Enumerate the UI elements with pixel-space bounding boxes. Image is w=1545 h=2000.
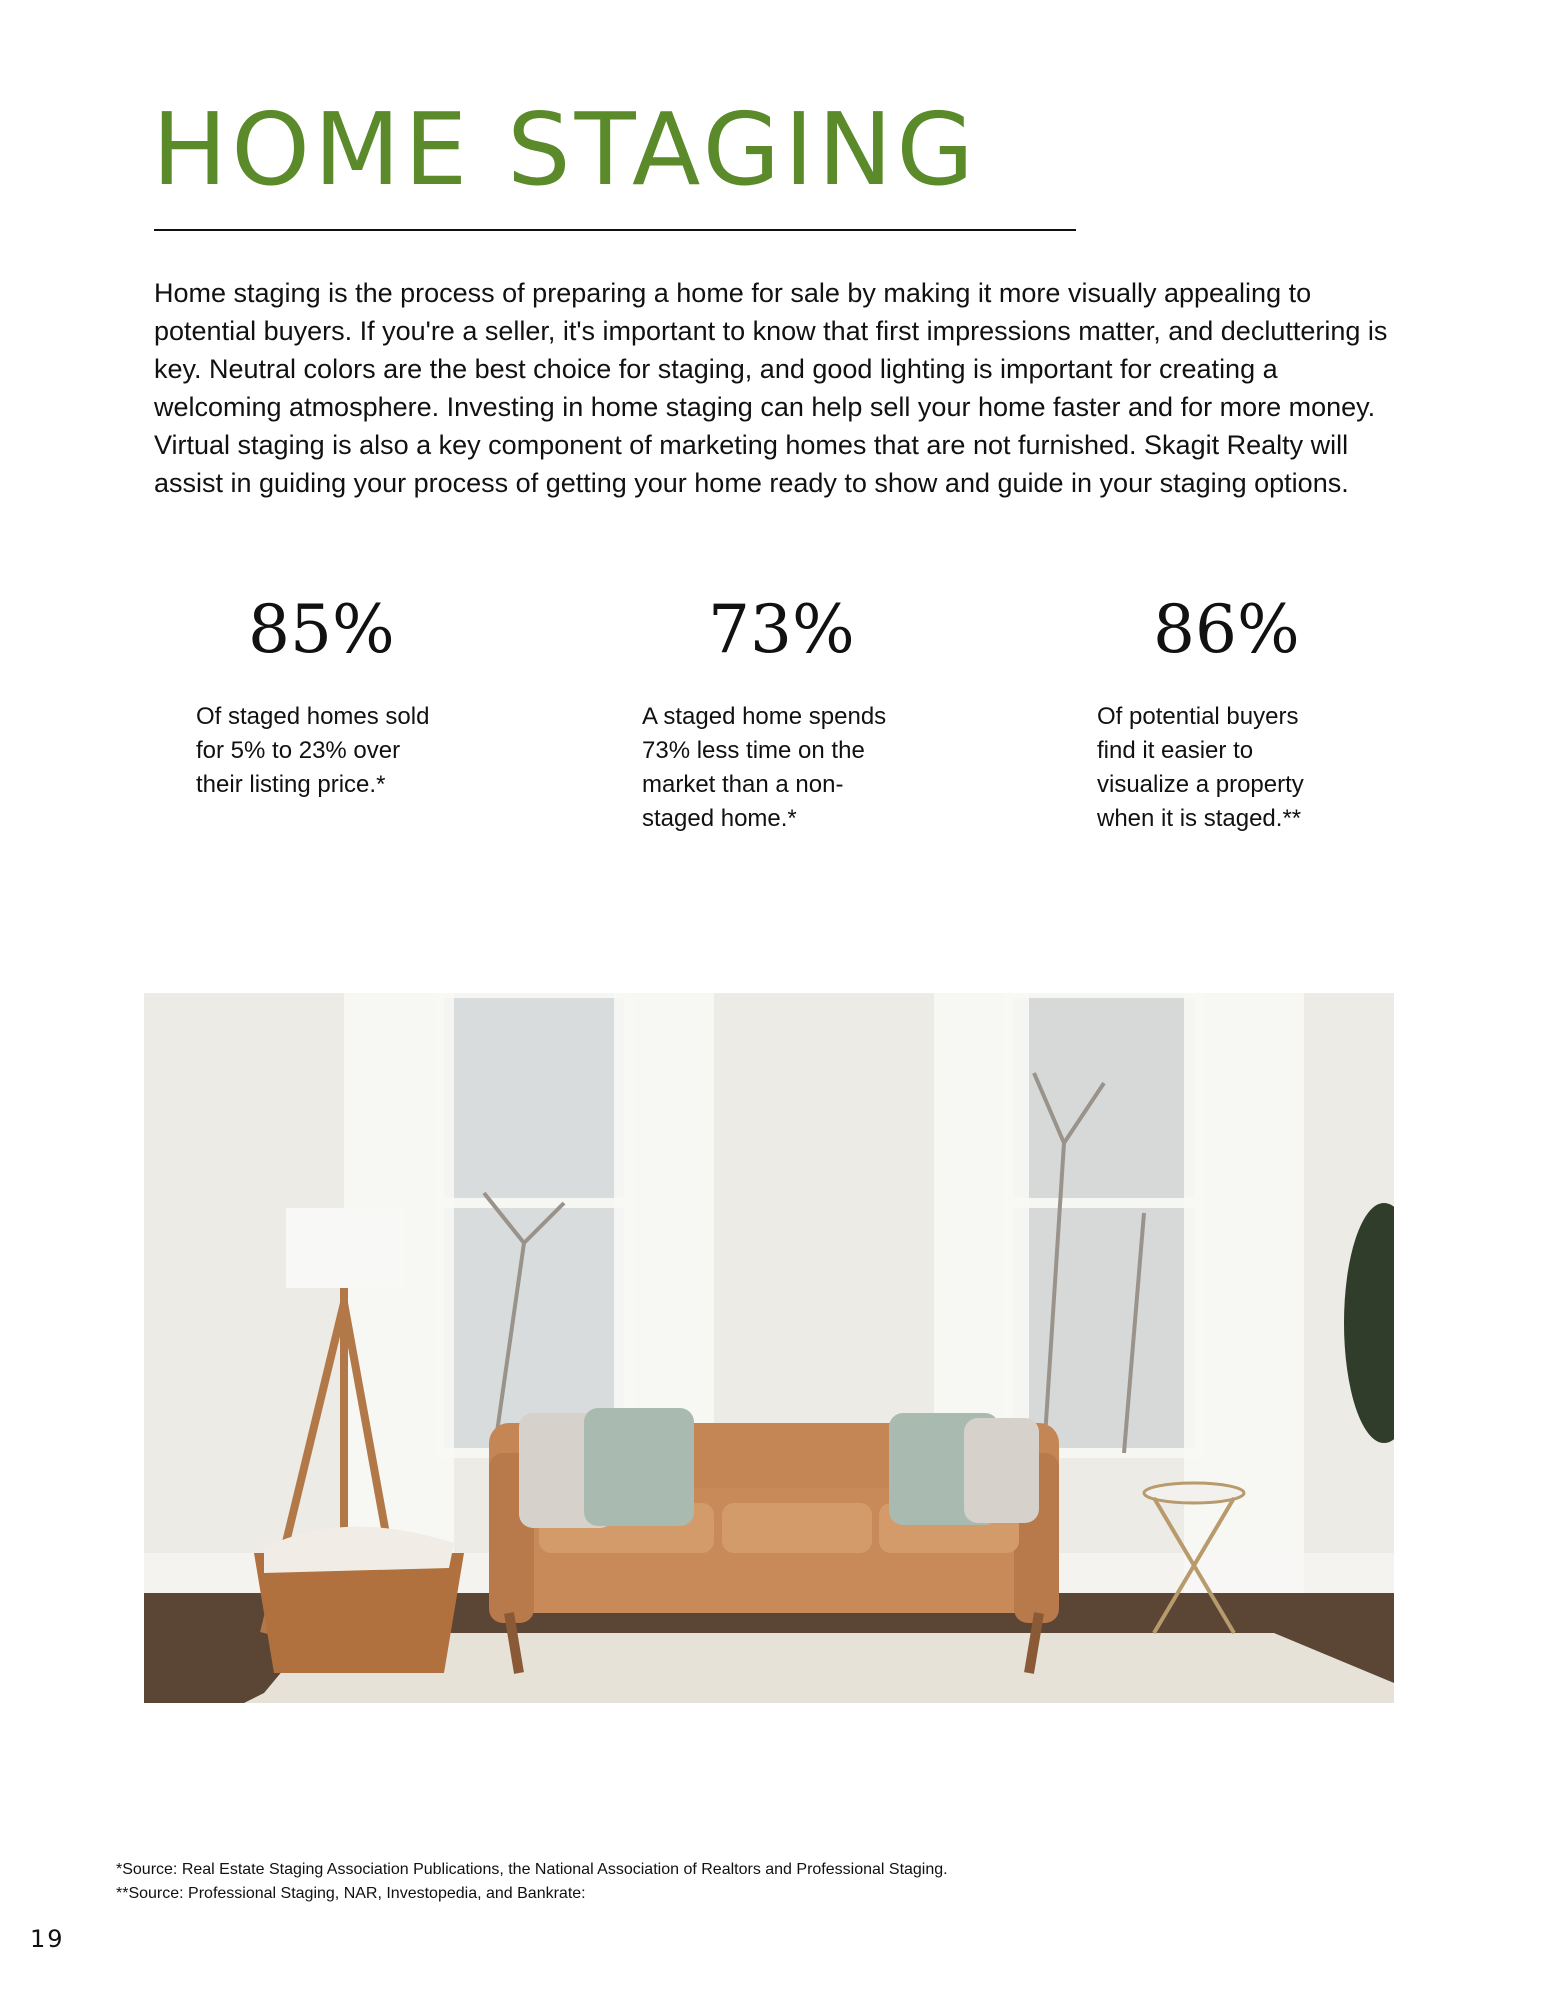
living-room-photo [144,993,1394,1703]
title-divider [154,229,1076,231]
page-title: HOME STAGING [152,91,978,208]
intro-paragraph: Home staging is the process of preparing a home for sale by making it more visually appealing to potential buyers. If you're a seller, it's important to know that first impressions matter, and decluttering is key. Neutral colors are the best choice for staging, and good lighting is important for creating a welcoming atmosphere. Investing in home staging can help sell your home faster and for more money. Virtual staging is also a key component of marketing homes that are not furnished. Skagit Realty will assist in guiding your process of getting your home ready to show and guide in your staging options. [154,278,1388,498]
stat-value: 73% [708,591,855,668]
page-number: 19 [30,1925,65,1953]
stat-value: 86% [1153,591,1300,668]
stat-block-2 [642,590,942,836]
stat-description: A staged home spends 73% less time on the market than a non-staged home.* [642,703,887,832]
stat-block-3 [1097,590,1397,836]
footnotes [116,1858,948,1906]
footnote: *Source: Real Estate Staging Association Publications, the National Association of Realtors and Professional Staging. [116,1861,948,1878]
stat-description: Of staged homes sold for 5% to 23% over their listing price.* [196,703,430,798]
footnote: **Source: Professional Staging, NAR, Investopedia, and Bankrate: [116,1885,586,1902]
stat-value: 85% [248,591,395,668]
stat-block-1 [196,590,496,802]
stat-description: Of potential buyers find it easier to visualize a property when it is staged.** [1097,703,1304,832]
